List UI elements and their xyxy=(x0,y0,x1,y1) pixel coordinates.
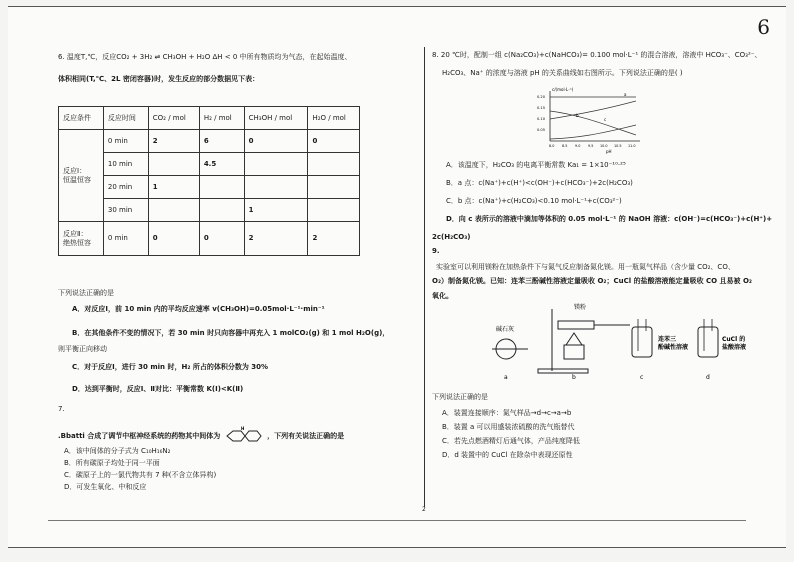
group-label: 绝热恒容 xyxy=(63,238,91,247)
y-tick-label: 0.20 xyxy=(537,95,546,99)
q6-stem-line1: 6. 温度T,℃，反应CO₂ + 3H₂ ⇌ CH₃OH + H₂O ΔH < 0 中所有物质均为气态，在起始温度、 xyxy=(58,53,352,61)
q9-stem-line3: 氧化。 xyxy=(432,292,453,300)
q7-option-d: D．可发生氧化、中和反应 xyxy=(64,483,147,491)
group-label-cell xyxy=(59,130,104,222)
point-label: b xyxy=(576,113,579,118)
table-cell: 4.5 xyxy=(199,153,244,176)
table-cell: 0 xyxy=(199,222,244,256)
q6-option-d: D．达到平衡时，反应Ⅰ、Ⅱ对比：平衡常数 K(Ⅰ)<K(Ⅱ) xyxy=(72,385,244,393)
table-cell xyxy=(308,176,360,199)
table-cell: 2 xyxy=(148,130,199,153)
point-label: c xyxy=(604,117,607,122)
q7-number: 7. xyxy=(58,405,65,413)
q6-data-table xyxy=(58,106,360,256)
curve-falling xyxy=(550,111,636,135)
label-reagent-c1: 连苯三 xyxy=(658,336,677,343)
table-row xyxy=(59,199,360,222)
table-cell: 30 min xyxy=(103,199,148,222)
table-cell: 0 min xyxy=(103,222,148,256)
label-mg-powder: 镁粉 xyxy=(574,304,587,311)
lamp-body xyxy=(564,345,584,359)
y-tick-label: 0.10 xyxy=(537,117,546,121)
label-soda-lime: 碱石灰 xyxy=(496,326,515,333)
table-cell xyxy=(308,199,360,222)
table-cell: 10 min xyxy=(103,153,148,176)
table-row xyxy=(59,176,360,199)
table-cell xyxy=(148,199,199,222)
svg-text:H: H xyxy=(240,426,245,431)
q9-option-a: A．装置连接顺序：氮气样品→d→c→a→b xyxy=(442,409,572,417)
table-row xyxy=(59,222,360,256)
x-tick-label: 9.0 xyxy=(575,144,581,148)
molecule-structure-icon xyxy=(223,426,265,443)
q9-option-d: D．d 装置中的 CuCl 在除杂中表现还原性 xyxy=(442,451,573,459)
x-tick-label: 10.0 xyxy=(600,144,608,148)
table-header-cell: 反应条件 xyxy=(59,107,104,130)
y-tick-label: 0.05 xyxy=(537,128,546,132)
apparatus-label: a xyxy=(504,374,508,381)
q9-number: 9. xyxy=(432,247,440,255)
table-row xyxy=(59,130,360,153)
q6-stem-line2: 体积相同(T,℃、2L 密闭容器)时，发生反应的部分数据见下表： xyxy=(58,75,260,83)
q9-stem-line1: 实验室可以利用镁粉在加热条件下与氮气反应制备氮化镁。用一瓶氮气样品（含少量 CO₂、CO、 xyxy=(436,263,735,271)
apparatus-label: c xyxy=(640,374,644,381)
apparatus-label: b xyxy=(572,374,576,381)
q8-concentration-chart xyxy=(536,85,646,155)
table-header-cell: H₂ / mol xyxy=(199,107,244,130)
q7-stem-text: .Bbatti 合成了调节中枢神经系统的药物其中间体为 xyxy=(58,432,221,440)
table-header-cell: CH₃OH / mol xyxy=(244,107,308,130)
q7-option-c: C．碳原子上的一氯代物共有 7 种(不含立体异构) xyxy=(64,471,217,479)
q7-stem xyxy=(58,426,345,443)
y-tick-label: 0.15 xyxy=(537,106,546,110)
table-cell: 0 min xyxy=(103,130,148,153)
q8-option-b: B．a 点：c(Na⁺)+c(H⁺)<c(OH⁻)+c(HCO₃⁻)+2c(H₂CO₃) xyxy=(446,179,633,187)
table-cell xyxy=(199,176,244,199)
table-row xyxy=(59,153,360,176)
q8-stem-line2: H₂CO₃、Na⁺ 的浓度与溶液 pH 的关系曲线如右图所示。下列说法正确的是( ) xyxy=(442,69,683,77)
table-header-cell: H₂O / mol xyxy=(308,107,360,130)
page-number: 2 xyxy=(422,505,426,513)
curve-low xyxy=(550,125,636,139)
table-cell: 0 xyxy=(244,130,308,153)
table-cell: 0 xyxy=(148,222,199,256)
table-header-row xyxy=(59,107,360,130)
stand-base xyxy=(538,369,588,373)
bottom-rule xyxy=(48,520,746,521)
alcohol-lamp-icon xyxy=(566,333,582,345)
table-cell: 6 xyxy=(199,130,244,153)
wash-bottle-d xyxy=(698,327,718,357)
x-tick-label: 10.5 xyxy=(614,144,622,148)
table-cell: 1 xyxy=(148,176,199,199)
q6-option-a: A．对反应Ⅰ，前 10 min 内的平均反应速率 v(CH₃OH)=0.05mol·L⁻¹·min⁻¹ xyxy=(72,305,325,313)
table-cell xyxy=(148,153,199,176)
label-reagent-d2: 盐酸溶液 xyxy=(722,344,747,351)
table-cell xyxy=(244,153,308,176)
q7-stem-tail: ，下列有关说法正确的是 xyxy=(267,432,345,440)
table-cell: 20 min xyxy=(103,176,148,199)
q7-option-a: A．该中间体的分子式为 C₁₀H₁₆N₂ xyxy=(64,447,171,455)
table-cell: 1 xyxy=(244,199,308,222)
group-label: 反应Ⅱ： xyxy=(63,229,88,238)
exam-page xyxy=(8,6,786,548)
label-reagent-c2: 酚碱性溶液 xyxy=(658,344,689,351)
q7-option-b: B．所有碳原子均处于同一平面 xyxy=(64,459,160,467)
x-tick-label: 8.0 xyxy=(549,144,555,148)
table-cell: 0 xyxy=(308,130,360,153)
table-cell xyxy=(199,199,244,222)
q9-prompt: 下列说法正确的是 xyxy=(432,393,488,401)
apparatus-label: d xyxy=(706,374,710,381)
table-header-cell: 反应时间 xyxy=(103,107,148,130)
table-header-cell: CO₂ / mol xyxy=(148,107,199,130)
q8-option-a: A．该温度下，H₂CO₃ 的电离平衡常数 Ka₁ = 1×10⁻¹⁰·²⁵ xyxy=(446,161,626,169)
table-cell xyxy=(308,153,360,176)
q6-option-c: C．对于反应Ⅰ，进行 30 min 时，H₂ 所占的体积分数为 30% xyxy=(72,363,269,371)
label-reagent-d1: CuCl 的 xyxy=(722,336,746,343)
q8-option-d-line2: 2c(H₂CO₃) xyxy=(432,233,471,241)
table-cell: 2 xyxy=(244,222,308,256)
right-column xyxy=(432,7,772,547)
chart-x-label: pH xyxy=(606,149,612,154)
page-corner-mark: 6 xyxy=(757,15,770,39)
q8-option-c: C．b 点：c(Na⁺)+c(H₂CO₃)<0.10 mol·L⁻¹+c(CO₃²⁻) xyxy=(446,197,622,205)
table-cell: 2 xyxy=(308,222,360,256)
combustion-tube xyxy=(558,321,594,329)
group-label: 恒温恒容 xyxy=(63,175,91,184)
q9-apparatus-diagram xyxy=(492,301,752,381)
point-label: a xyxy=(624,92,627,97)
q9-stem-line2: O₂）制备氮化镁。已知：连苯三酚碱性溶液定量吸收 O₂；CuCl 的盐酸溶液能定量吸收 CO 且易被 O₂ xyxy=(432,277,752,285)
chart-y-label: c/(mol·L⁻¹) xyxy=(552,87,574,92)
column-divider xyxy=(424,47,425,507)
q6-option-b-line1: B．在其他条件不变的情况下，若 30 min 时只向容器中再充入 1 molCO₂(g) 和 1 mol H₂O(g)， xyxy=(72,329,390,337)
q9-option-b: B．装置 a 可以用盛装浓硫酸的洗气瓶替代 xyxy=(442,423,575,431)
x-tick-label: 11.0 xyxy=(628,144,636,148)
curve-rising xyxy=(550,101,636,119)
q9-option-c: C．若先点燃酒精灯后通气体，产品纯度降低 xyxy=(442,437,580,445)
q8-stem-line1: 8. 20 ℃时，配制一组 c(Na₂CO₃)+c(NaHCO₃)= 0.100 mol·L⁻¹ 的混合溶液，溶液中 HCO₃⁻、CO₃²⁻、 xyxy=(432,51,762,59)
q8-option-d-line1: D．向 c 表所示的溶液中滴加等体积的 0.05 mol·L⁻¹ 的 NaOH 溶液：c(OH⁻)=c(HCO₃⁻)+c(H⁺)+ xyxy=(446,215,773,223)
group-label: 反应Ⅰ： xyxy=(63,166,87,175)
left-column xyxy=(58,7,414,547)
table-cell xyxy=(244,176,308,199)
wash-bottle-c xyxy=(632,327,652,357)
q6-prompt: 下列说法正确的是 xyxy=(58,289,114,297)
q6-option-b-line2: 则平衡正向移动 xyxy=(58,345,107,353)
x-tick-label: 8.5 xyxy=(562,144,568,148)
group-label-cell xyxy=(59,222,104,256)
x-tick-label: 9.5 xyxy=(588,144,594,148)
